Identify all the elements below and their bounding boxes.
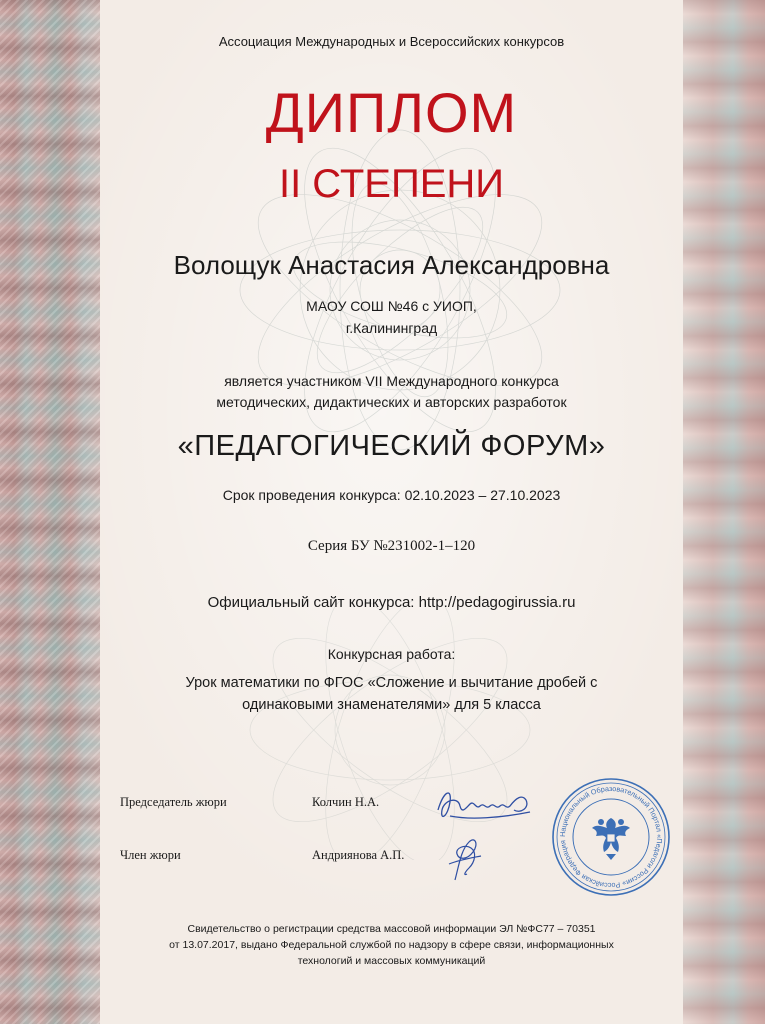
jury-role: Председатель жюри [120,795,227,809]
school-line-2: г.Калининград [345,320,438,336]
participation-line-1: является участником VII Международного конкурса [224,373,559,389]
official-stamp [550,776,672,898]
association-name: Ассоциация Международных и Всероссийских конкурсов [218,34,565,49]
work-title-line-2: одинаковыми знаменателями» для 5 класса [242,697,541,713]
footer-line-3: технологий и массовых коммуникаций [297,955,486,967]
member-signature [435,830,495,890]
work-label: Конкурсная работа: [327,646,456,662]
participation-line-2: методических, дидактических и авторских разработок [216,394,567,410]
jury-role: Член жюри [120,848,181,862]
ornamental-border-right [683,0,765,1024]
work-title-line-1: Урок математики по ФГОС «Сложение и вычитание дробей с [185,675,598,691]
chair-signature [430,780,550,830]
eagle-emblem-icon [592,818,630,860]
work-title [100,672,683,716]
participation-statement [100,371,683,413]
recipient-name: Волощук Анастасия Александровна [173,250,610,280]
stamp-text: Национальный Образовательный Портал «Педагоги России» Российская Федерация [557,783,665,891]
diploma-degree: II СТЕПЕНИ [278,162,505,206]
diploma-title: ДИПЛОМ [265,81,518,144]
contest-website: Официальный сайт конкурса: http://pedagogirussia.ru [207,594,576,611]
jury-member-name: Колчин Н.А. [312,795,380,809]
footer-line-1: Свидетельство о регистрации средства массовой информации ЭЛ №ФС77 – 70351 [187,923,596,935]
jury-member-name: Андриянова А.П. [312,848,405,862]
contest-period: Срок проведения конкурса: 02.10.2023 – 27.10.2023 [222,487,561,503]
diploma-content [100,0,683,1024]
registration-footer [100,921,683,969]
school-line-1: МАОУ СОШ №46 с УИОП, [306,298,477,314]
ornamental-border-left [0,0,100,1024]
recipient-school [100,295,683,339]
diploma-series-number: Серия БУ №231002-1–120 [307,538,476,554]
contest-name: «ПЕДАГОГИЧЕСКИЙ ФОРУМ» [177,430,606,462]
footer-line-2: от 13.07.2017, выдано Федеральной службой по надзору в сфере связи, информационных [169,939,614,951]
